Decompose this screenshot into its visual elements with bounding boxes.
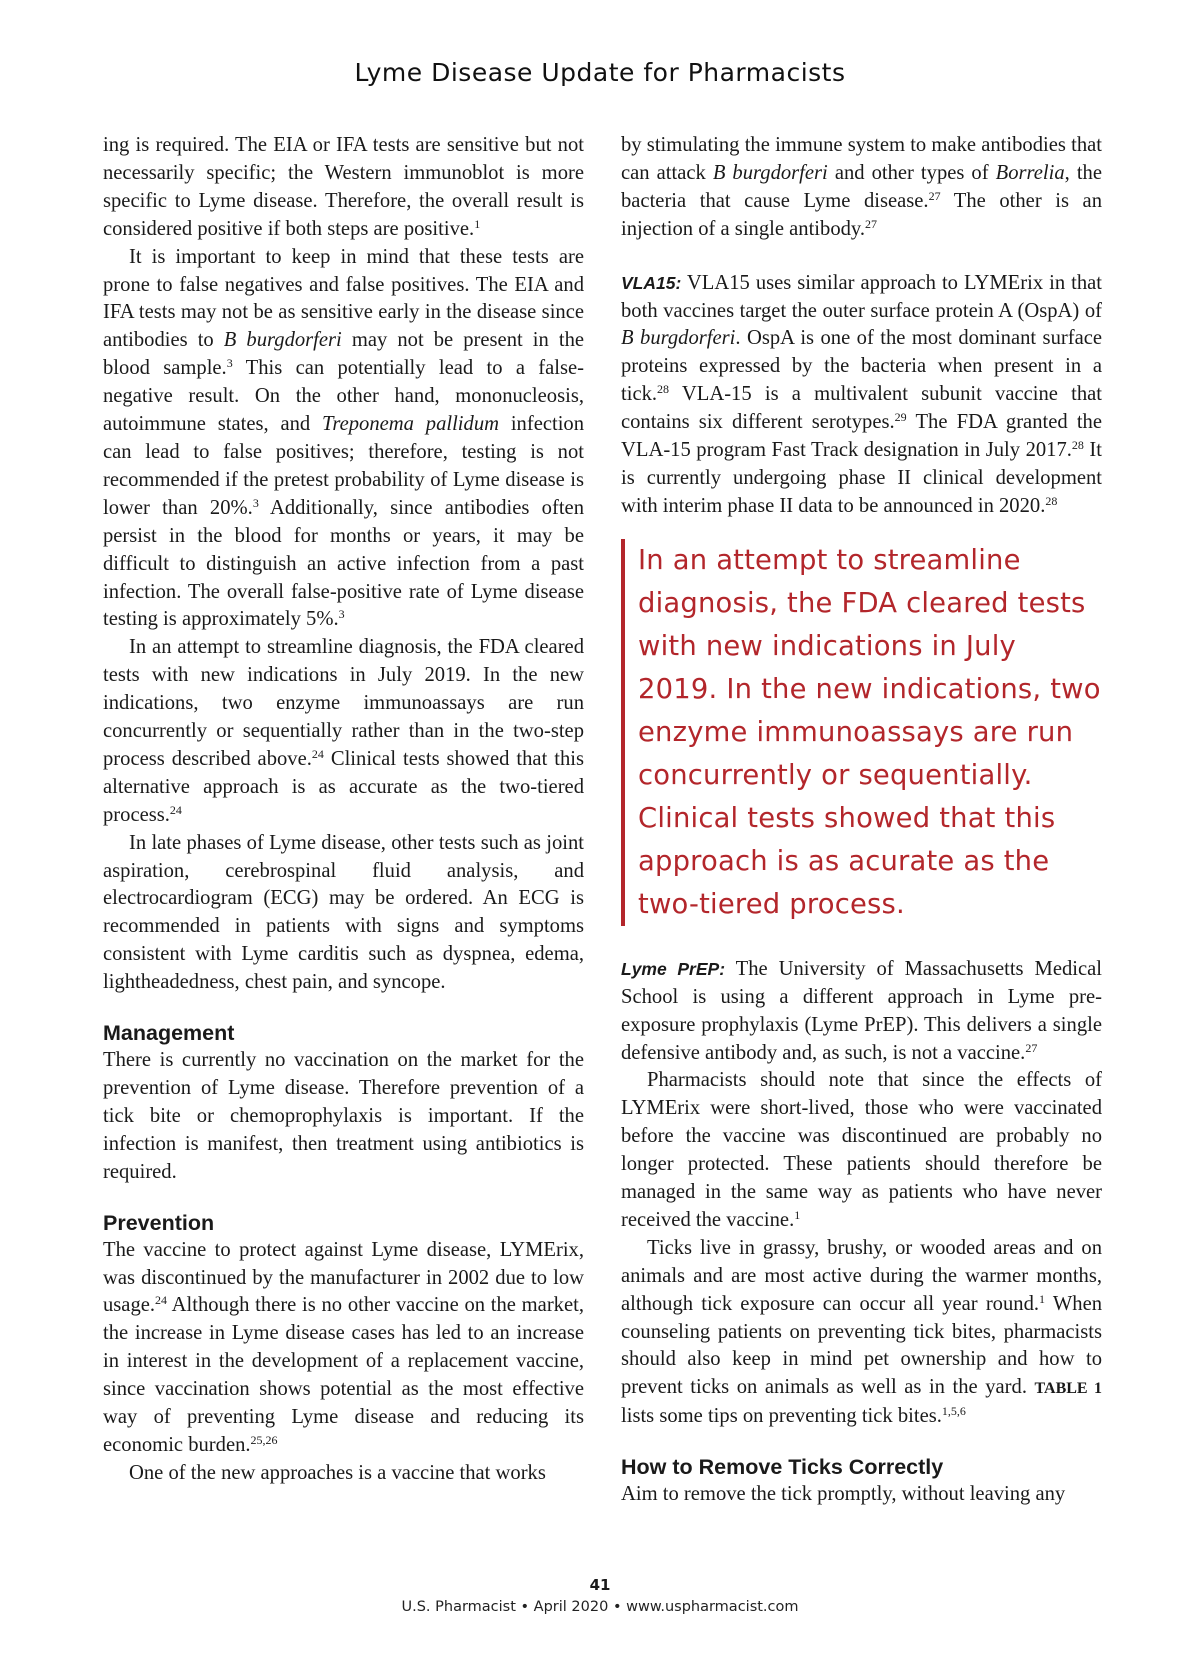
section-heading-management: Management: [103, 1021, 235, 1046]
right-column: [621, 132, 1102, 1509]
paragraph: Ticks live in grassy, brushy, or wooded areas and on animals and are most active during the warmer months, although tick exposure can occur all year round.$^1$ When counseling patients on preventing tick bites, pharmacists should also keep in mind pet ownership and how to prevent ticks on animals as well as in the yard. TABLE 1 lists some tips on preventing tick bites.$^{1,5,6}$: [621, 1236, 1103, 1428]
paragraph: by stimulating the immune system to make antibodies that can attack B burgdorferi and other types of Borrelia, the bacteria that cause Lyme disease.$^{27}$ The other is an injection of a single antibody.$^{27}$: [621, 134, 1102, 240]
run-in-label: Lyme PrEP:: [621, 958, 726, 979]
page-number: 41: [589, 1576, 611, 1594]
paragraph: ing is required. The EIA or IFA tests are sensitive but not necessarily specific; the Western immunoblot is more specific to Lyme disease. Therefore, the overall result is considered positive if both steps are positive.$^1$: [103, 134, 584, 240]
running-header: Lyme Disease Update for Pharmacists: [354, 58, 846, 87]
section-heading-remove-ticks: How to Remove Ticks Correctly: [621, 1455, 944, 1480]
left-column: [103, 132, 584, 1488]
paragraph: It is important to keep in mind that these tests are prone to false negatives and false positives. The EIA and IFA tests may not be as sensitive early in the disease since antibodies to B burgdorferi may not be present in the blood sample.$^3$ This can potentially lead to a false-negative result. On the other hand, mononucleosis, autoimmune states, and Treponema pallidum infection can lead to false positives; therefore, testing is not recommended if the pretest probability of Lyme disease is lower than 20%.$^3$ Additionally, since antibodies often persist in the blood for months or years, it may be difficult to distinguish an active infection from a past infection. The overall false-positive rate of Lyme disease testing is approximately 5%.$^3$: [103, 245, 585, 631]
paragraph: The vaccine to protect against Lyme disease, LYMErix, was discontinued by the manufacturer in 2002 due to low usage.$^{24}$ Although there is no other vaccine on the market, the increase in Lyme disease cases has led to an increase in interest in the development of a replacement vaccine, since vaccination shows potential as the most effective way of preventing Lyme disease and reducing its economic burden.$^{25,26}$: [103, 1238, 584, 1456]
paragraph: In an attempt to streamline diagnosis, the FDA cleared tests with new indications in July 2019. In the new indications, two enzyme immunoassays are run concurrently or sequentially rather than in the two-step process described above.$^{24}$ Clinical tests showed that this alternative approach is as accurate as the two-tiered process.$^{24}$: [103, 636, 584, 826]
paragraph-vla15: VLA15: VLA15 uses similar approach to LYMErix in that both vaccines target the outer surface protein A (OspA) of B burgdorferi. OspA is one of the most dominant surface proteins expressed by the bacteria when present in a tick.$^{28}$ VLA-15 is a multivalent subunit vaccine that contains six different serotypes.$^{29}$ The FDA granted the VLA-15 program Fast Track designation in July 2017.28 It is currently undergoing phase II clinical development with interim phase II data to be announced in 2020.28: [621, 271, 1103, 517]
paragraph: In late phases of Lyme disease, other tests such as joint aspiration, cerebrospinal fluid analysis, and electrocardiogram (ECG) may be ordered. An ECG is recommended in patients with signs and symptoms consistent with Lyme carditis such as dyspnea, edema, lightheadedness, chest pain, and syncope.: [103, 831, 584, 994]
paragraph: There is currently no vaccination on the market for the prevention of Lyme disease. Therefore prevention of a tick bite or chemoprophylaxis is important. If the infection is manifest, then treatment using antibiotics is required.: [103, 1049, 584, 1183]
paragraph-lyme-prep: Lyme PrEP: The University of Massachusetts Medical School is using a different approach in Lyme pre-exposure prophylaxis (Lyme PrEP). This delivers a single defensive antibody and, as such, is not a vaccine.$^{27}$: [621, 957, 1103, 1064]
paragraph: Aim to remove the tick promptly, without leaving any: [621, 1483, 1066, 1506]
paragraph: Pharmacists should note that since the effects of LYMErix were short-lived, those who were vaccinated before the vaccine was discontinued are probably no longer protected. These patients should therefore be managed in the same way as patients who have never received the vaccine.$^1$: [621, 1069, 1102, 1231]
pull-quote: In an attempt to streamline diagnosis, the FDA cleared tests with new indications in July 2019. In the new indications, two enzyme immunoassays are run concurrently or sequentially. Clinical tests showed that this approach is as acurate as the two-tiered process.: [621, 539, 1102, 926]
footer-line: U.S. Pharmacist • April 2020 • www.uspharmacist.com: [401, 1599, 799, 1615]
section-heading-prevention: Prevention: [103, 1210, 215, 1235]
table-reference: TABLE 1: [1034, 1380, 1102, 1398]
run-in-label: VLA15:: [621, 272, 682, 293]
paragraph: One of the new approaches is a vaccine that works: [129, 1461, 546, 1484]
